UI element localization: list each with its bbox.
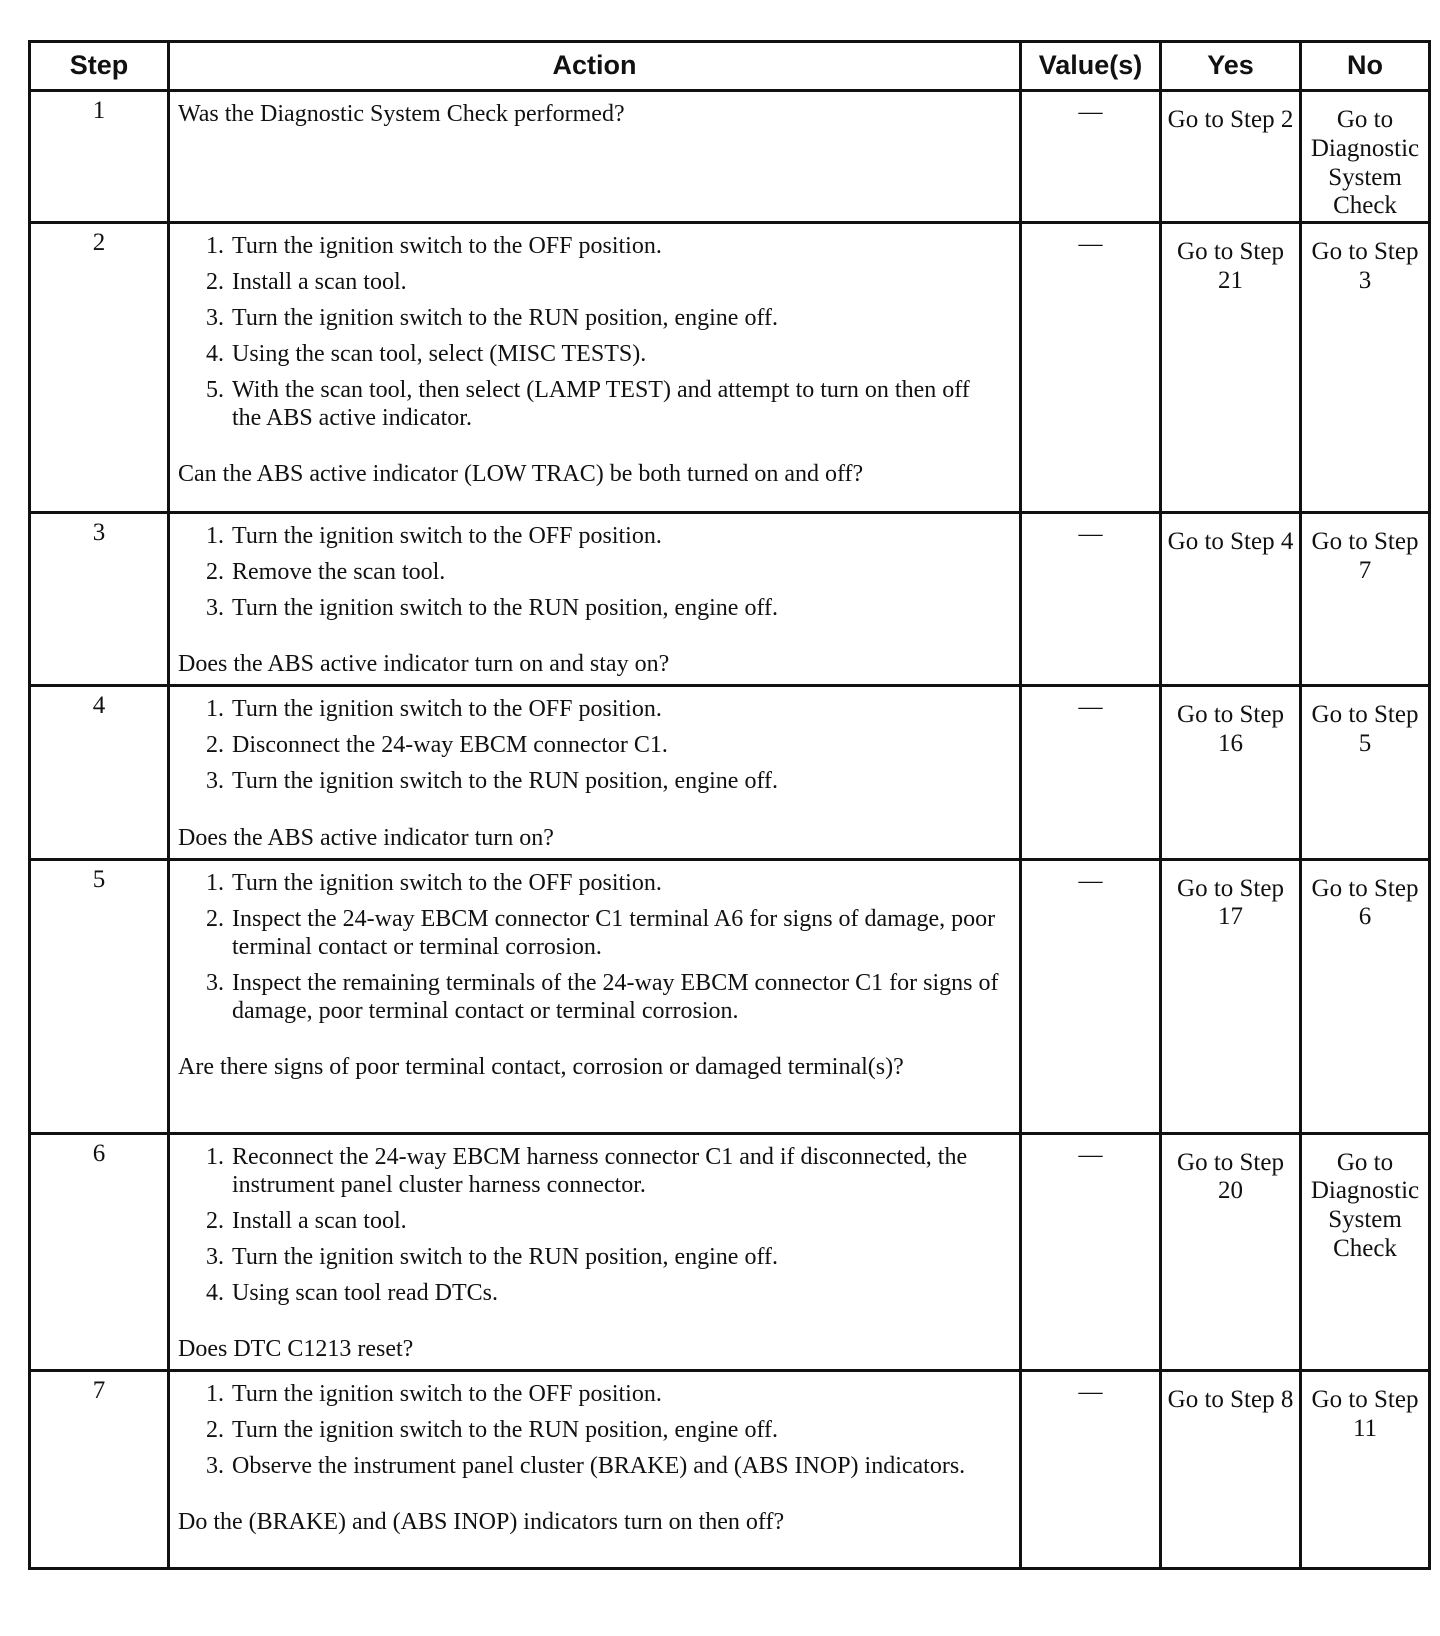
action-item: 4. Using scan tool read DTCs. <box>230 1279 1005 1307</box>
value-cell: — <box>1021 686 1161 859</box>
value-cell: — <box>1021 1133 1161 1370</box>
value-cell: — <box>1021 513 1161 686</box>
step-number: 7 <box>30 1371 169 1569</box>
action-item: 3. Turn the ignition switch to the RUN position, engine off. <box>230 594 1005 622</box>
yes-cell: Go to Step 16 <box>1161 686 1301 859</box>
step-number: 5 <box>30 859 169 1133</box>
table-row <box>30 1371 1430 1569</box>
header-no: No <box>1301 42 1430 91</box>
action-cell <box>169 1133 1021 1370</box>
action-item: 3. Turn the ignition switch to the RUN position, engine off. <box>230 767 1005 795</box>
step-number: 4 <box>30 686 169 859</box>
action-item: 1. Turn the ignition switch to the OFF position. <box>230 1380 1005 1408</box>
header-step: Step <box>30 42 169 91</box>
yes-cell: Go to Step 17 <box>1161 859 1301 1133</box>
table-row <box>30 91 1430 223</box>
no-cell: Go to Step 7 <box>1301 513 1430 686</box>
action-list <box>178 1143 1005 1307</box>
action-list <box>178 1380 1005 1480</box>
action-item: 3. Turn the ignition switch to the RUN position, engine off. <box>230 1243 1005 1271</box>
action-cell <box>169 91 1021 223</box>
action-item: 3. Turn the ignition switch to the RUN position, engine off. <box>230 304 1005 332</box>
action-item: 2. Install a scan tool. <box>230 268 1005 296</box>
value-cell: — <box>1021 1371 1161 1569</box>
question-text: Do the (BRAKE) and (ABS INOP) indicators turn on then off? <box>178 1509 785 1536</box>
question-text: Can the ABS active indicator (LOW TRAC) be both turned on and off? <box>178 461 864 488</box>
no-cell: Go to Step 5 <box>1301 686 1430 859</box>
yes-cell: Go to Step 2 <box>1161 91 1301 223</box>
step-number: 6 <box>30 1133 169 1370</box>
step-number: 3 <box>30 513 169 686</box>
value-cell: — <box>1021 91 1161 223</box>
no-cell: Go to Step 11 <box>1301 1371 1430 1569</box>
action-item: 2. Install a scan tool. <box>230 1207 1005 1235</box>
value-cell: — <box>1021 859 1161 1133</box>
action-cell <box>169 686 1021 859</box>
table-row <box>30 223 1430 513</box>
action-item: 1. Turn the ignition switch to the OFF position. <box>230 869 1005 897</box>
action-item: 1. Turn the ignition switch to the OFF position. <box>230 232 1005 260</box>
action-list <box>178 232 1005 432</box>
action-cell <box>169 223 1021 513</box>
value-cell: — <box>1021 223 1161 513</box>
no-cell: Go to Step 3 <box>1301 223 1430 513</box>
yes-cell: Go to Step 20 <box>1161 1133 1301 1370</box>
yes-cell: Go to Step 21 <box>1161 223 1301 513</box>
action-item: 1. Turn the ignition switch to the OFF position. <box>230 522 1005 550</box>
header-yes: Yes <box>1161 42 1301 91</box>
table-row <box>30 859 1430 1133</box>
action-cell <box>169 513 1021 686</box>
action-cell <box>169 859 1021 1133</box>
header-action: Action <box>169 42 1021 91</box>
no-cell: Go to Step 6 <box>1301 859 1430 1133</box>
action-item: 2. Inspect the 24-way EBCM connector C1 terminal A6 for signs of damage, poor terminal contact or terminal corrosion. <box>230 905 1005 961</box>
yes-cell: Go to Step 8 <box>1161 1371 1301 1569</box>
table-row <box>30 686 1430 859</box>
step-number: 2 <box>30 223 169 513</box>
question-text: Was the Diagnostic System Check performed? <box>178 101 625 127</box>
question-text: Does the ABS active indicator turn on and stay on? <box>178 651 670 678</box>
question-text: Does DTC C1213 reset? <box>178 1336 414 1363</box>
no-cell: Go to Diagnostic System Check <box>1301 1133 1430 1370</box>
action-cell <box>169 1371 1021 1569</box>
step-number: 1 <box>30 91 169 223</box>
action-item: 1. Reconnect the 24-way EBCM harness connector C1 and if disconnected, the instrument panel cluster harness connector. <box>230 1143 1005 1199</box>
table-row <box>30 513 1430 686</box>
table-row <box>30 1133 1430 1370</box>
action-item: 4. Using the scan tool, select (MISC TESTS). <box>230 340 1005 368</box>
action-list <box>178 522 1005 622</box>
header-row <box>30 42 1430 91</box>
diagnostic-table <box>28 40 1431 1570</box>
action-item: 2. Remove the scan tool. <box>230 558 1005 586</box>
action-item: 2. Disconnect the 24-way EBCM connector C1. <box>230 731 1005 759</box>
action-item: 2. Turn the ignition switch to the RUN position, engine off. <box>230 1416 1005 1444</box>
action-item: 3. Inspect the remaining terminals of the 24-way EBCM connector C1 for signs of damage, poor terminal contact or terminal corrosion. <box>230 969 1005 1025</box>
action-list <box>178 869 1005 1025</box>
header-values: Value(s) <box>1021 42 1161 91</box>
question-text: Does the ABS active indicator turn on? <box>178 824 554 851</box>
action-item: 3. Observe the instrument panel cluster (BRAKE) and (ABS INOP) indicators. <box>230 1452 1005 1480</box>
action-item: 5. With the scan tool, then select (LAMP TEST) and attempt to turn on then off the ABS active indicator. <box>230 376 1005 432</box>
yes-cell: Go to Step 4 <box>1161 513 1301 686</box>
question-text: Are there signs of poor terminal contact, corrosion or damaged terminal(s)? <box>178 1054 904 1081</box>
action-item: 1. Turn the ignition switch to the OFF position. <box>230 695 1005 723</box>
action-list <box>178 695 1005 795</box>
no-cell: Go to Diagnostic System Check <box>1301 91 1430 223</box>
